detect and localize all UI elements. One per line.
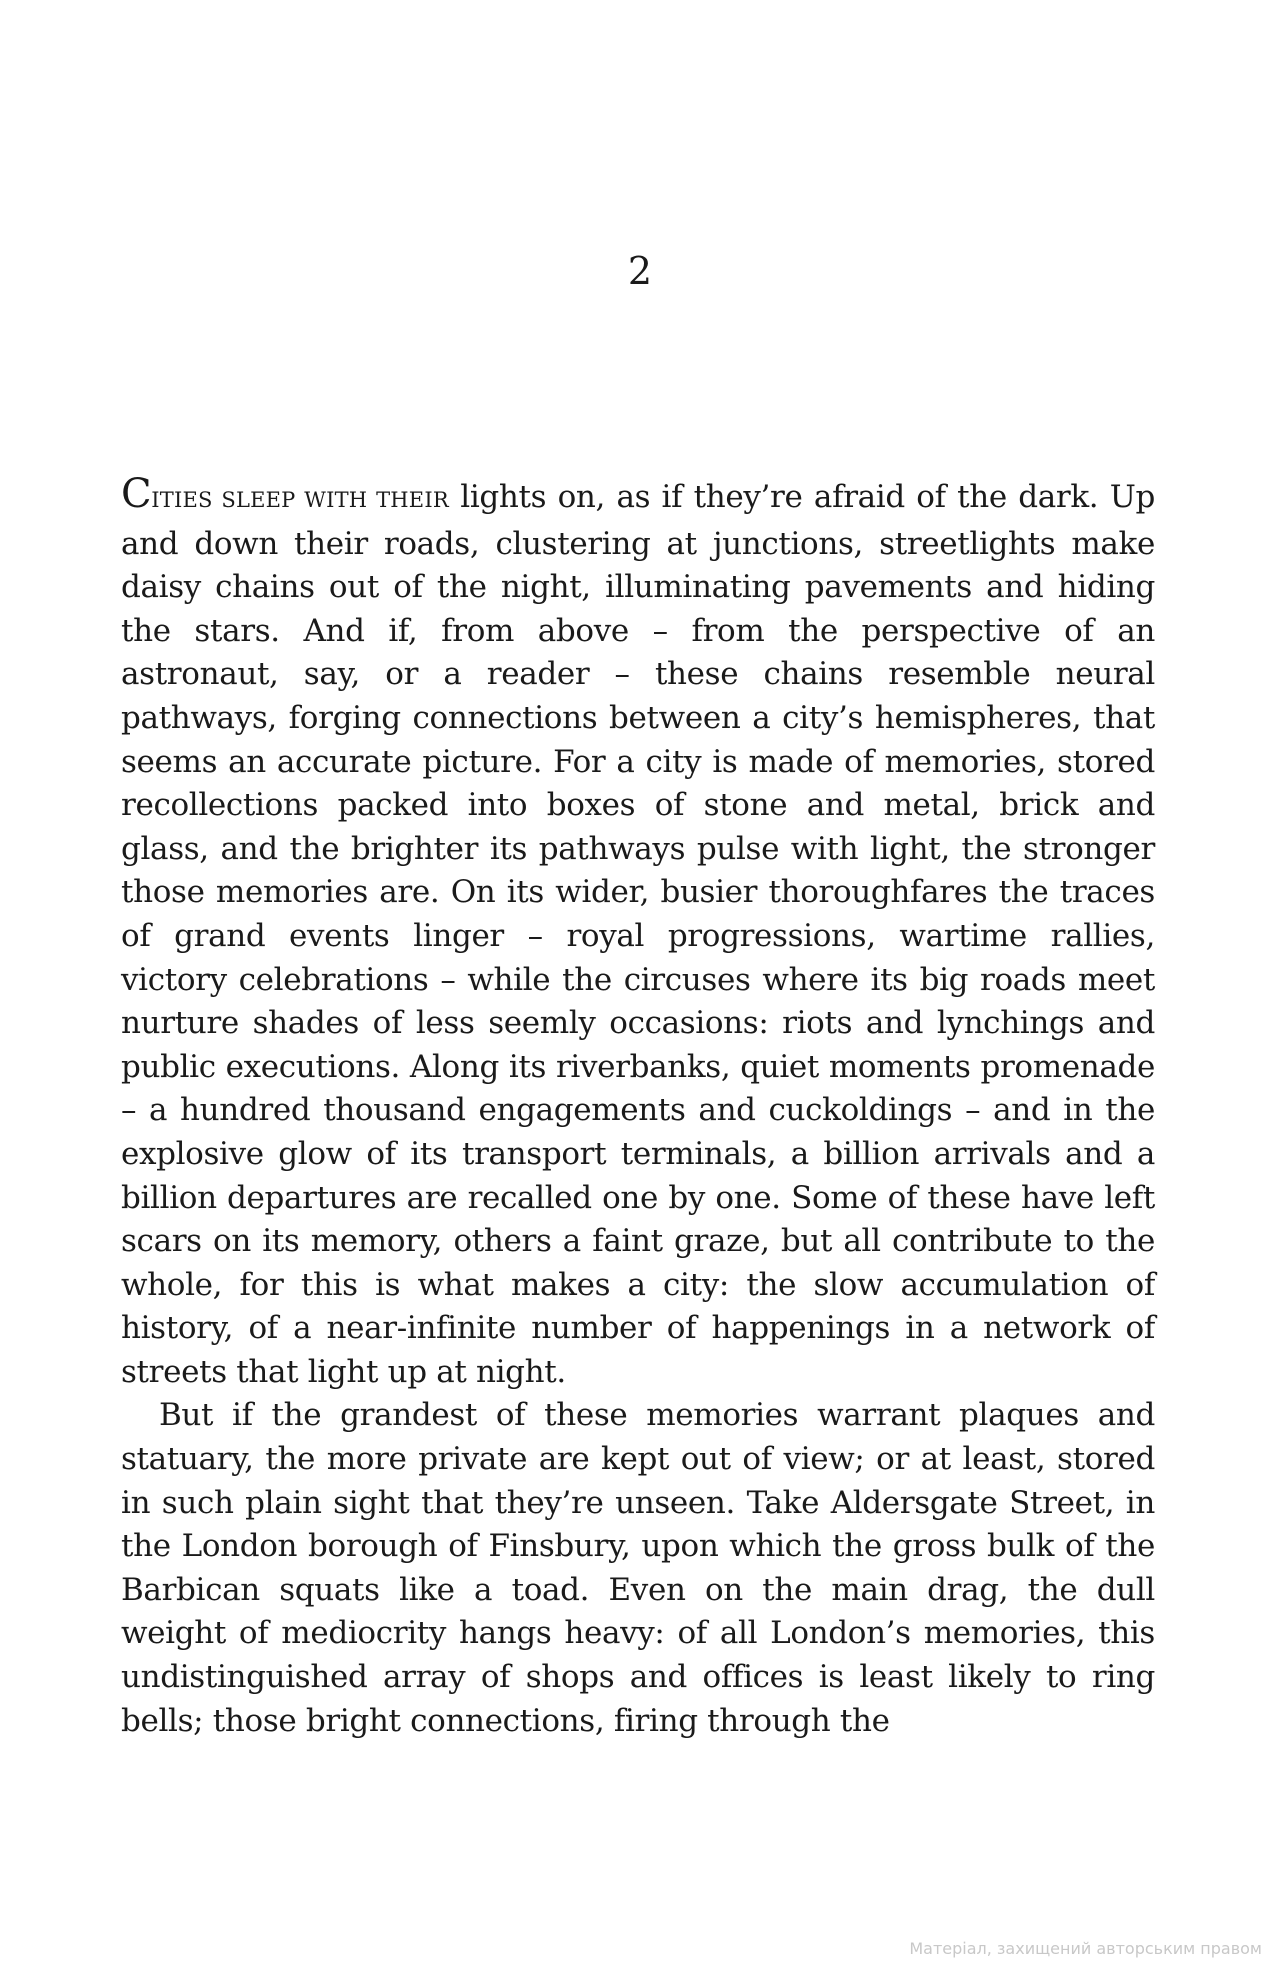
copyright-watermark: Матеріал, захищений авторським правом [909, 1939, 1262, 1958]
body-text [121, 471, 1155, 1743]
chapter-number: 2 [627, 249, 653, 293]
paragraph-opening-text: lights on, as if they’re afraid of the dark. Up and down their roads, clustering at junctions, streetlights make daisy chains out of the night, illuminating pavements and hiding the stars. And if, from above – from the perspective of an astronaut, say, or a reader – these chains resemble neural pathways, forging connections between a city’s hemispheres, that seems an accurate picture. For a city is made of memories, stored recollections packed into boxes of stone and metal, brick and glass, and the brighter its pathways pulse with light, the stronger those memories are. On its wider, busier thoroughfares the traces of grand events linger – royal progressions, wartime rallies, victory celebrations – while the circuses where its big roads meet nurture shades of less seemly occasions: riots and lynchings and public executions. Along its riverbanks, quiet moments promenade – a hundred thousand engagements and cuckoldings – and in the explosive glow of its transport terminals, a billion arrivals and a billion departures are recalled one by one. Some of these have left scars on its memory, others a faint graze, but all contribute to the whole, for this is what makes a city: the slow accumulation of history, of a near-infinite number of happenings in a network of streets that light up at night. [121, 479, 1155, 1390]
small-caps-lead-in: ITIES SLEEP WITH THEIR [151, 488, 449, 512]
drop-cap: C [121, 471, 152, 517]
paragraph-opening [121, 471, 1155, 1394]
paragraph-second [121, 1394, 1155, 1743]
paragraph-second-text: But if the grandest of these memories warrant plaques and statuary, the more private are kept out of view; or at least, stored in such plain sight that they’re unseen. Take Aldersgate Street, in the London borough of Finsbury, upon which the gross bulk of the Barbican squats like a toad. Even on the main drag, the dull weight of mediocrity hangs heavy: of all London’s memories, this undistinguished array of shops and offices is least likely to ring bells; those bright connections, firing through the [121, 1397, 1155, 1739]
